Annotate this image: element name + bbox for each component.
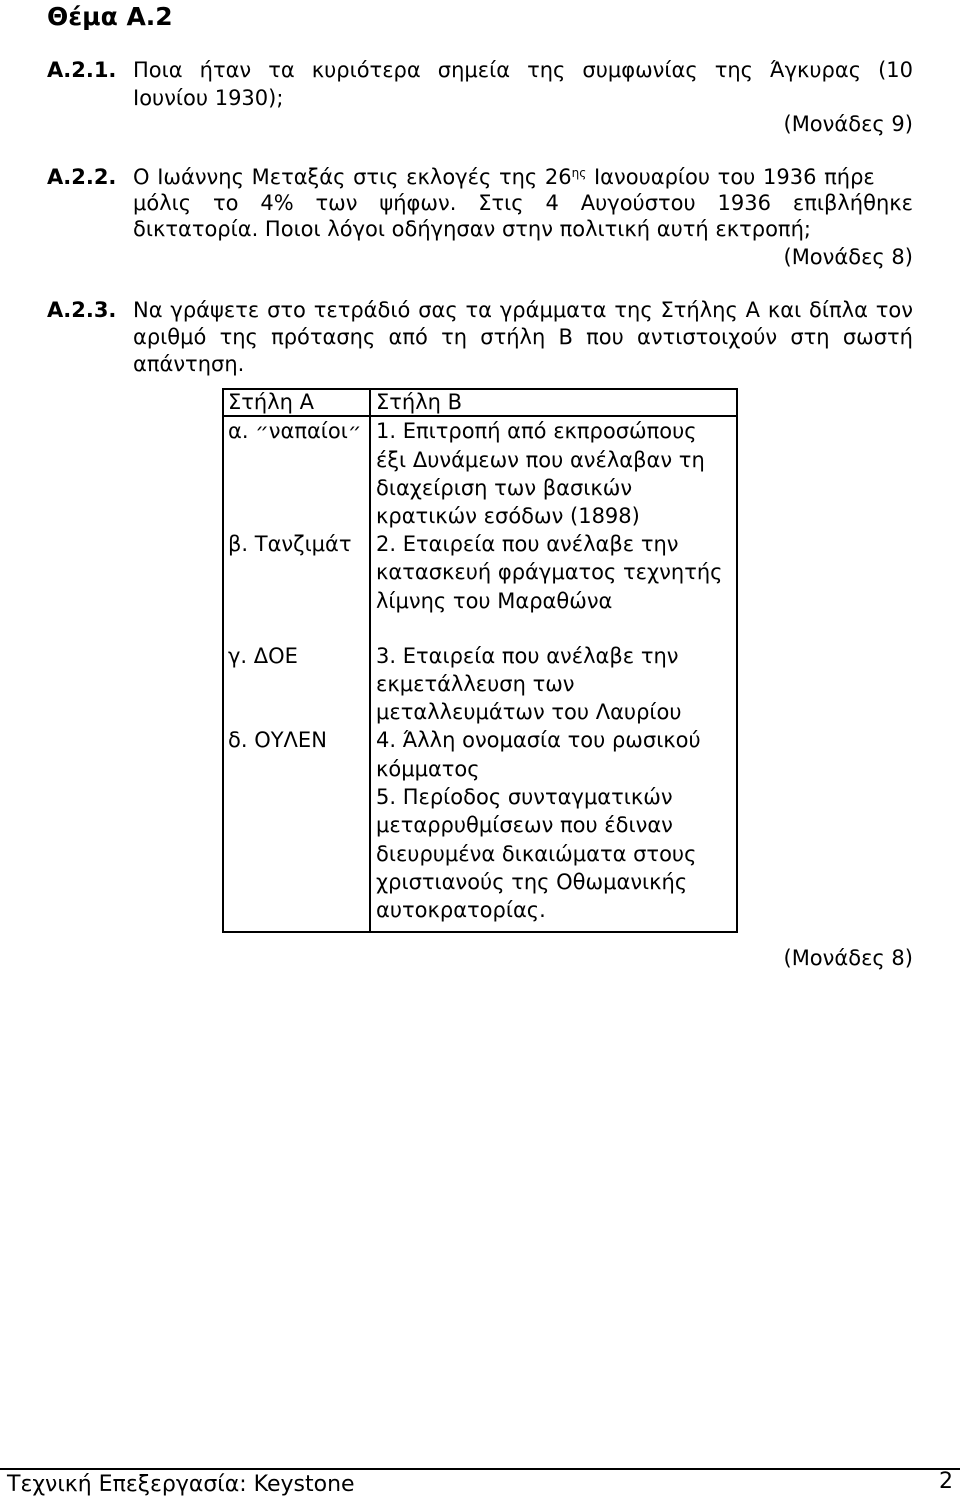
question-2-line-3: δικτατορία. Ποιοι λόγοι οδήγησαν στην πολιτική αυτή εκτροπή;: [133, 217, 811, 241]
question-2-line-1: [133, 163, 913, 191]
section-title: Θέμα Α.2: [47, 2, 173, 31]
column-b-item-line: 3. Εταιρεία που ανέλαβε την: [376, 644, 679, 668]
question-1-line-2: Ιουνίου 1930);: [133, 86, 284, 110]
question-1-line-1: Ποια ήταν τα κυριότερα σημεία της συμφωνίας της Άγκυρας (10: [133, 58, 913, 82]
question-1-number: Α.2.1.: [47, 58, 117, 82]
column-b-item-line: 1. Επιτροπή από εκπροσώπους: [376, 419, 697, 443]
column-b-item-line: μεταλλευμάτων του Λαυρίου: [376, 700, 682, 724]
column-b-item-line: 5. Περίοδος συνταγματικών: [376, 785, 673, 809]
page-number: 2: [939, 1469, 953, 1494]
column-b-header: Στήλη Β: [376, 390, 463, 414]
question-3-marks: (Μονάδες 8): [783, 946, 913, 970]
column-a-header: Στήλη Α: [228, 390, 314, 414]
question-2-line-1-text: Ο Ιωάννης Μεταξάς στις εκλογές της 26: [133, 165, 572, 189]
column-a-item: α. ״ναπαίοι״: [228, 419, 362, 443]
question-3-number: Α.2.3.: [47, 298, 117, 322]
column-b-item-line: διευρυμένα δικαιώματα στους: [376, 842, 697, 866]
column-b-item-line: έξι Δυνάμεων που ανέλαβαν τη: [376, 448, 705, 472]
question-3-line-1: Να γράψετε στο τετράδιό σας τα γράμματα της Στήλης Α και δίπλα τον: [133, 298, 913, 322]
question-2-number: Α.2.2.: [47, 165, 117, 189]
question-2-line-1-rest: Ιανουαρίου του 1936 πήρε: [586, 165, 875, 189]
column-b-item-line: λίμνης του Μαραθώνα: [376, 589, 613, 613]
column-b-item-line: 4. Άλλη ονομασία του ρωσικού: [376, 728, 701, 752]
question-3-line-3: απάντηση.: [133, 352, 245, 376]
column-b-item-line: κόμματος: [376, 757, 480, 781]
question-3-line-2: αριθμό της πρότασης από τη στήλη Β που αντιστοιχούν στη σωστή: [133, 325, 913, 349]
column-b-item-line: εκμετάλλευση των: [376, 672, 575, 696]
column-b-item-line: διαχείριση των βασικών: [376, 476, 633, 500]
column-b-item-line: χριστιανούς της Οθωμανικής: [376, 870, 688, 894]
column-b-item-line: μεταρρυθμίσεων που έδιναν: [376, 813, 673, 837]
column-b-item-line: κρατικών εσόδων (1898): [376, 504, 640, 528]
footer-divider: [0, 1468, 960, 1470]
table-column-divider: [369, 388, 371, 933]
ordinal-superscript: ης: [571, 166, 587, 180]
question-2-marks: (Μονάδες 8): [783, 245, 913, 269]
column-b-item-line: 2. Εταιρεία που ανέλαβε την: [376, 532, 679, 556]
question-1-marks: (Μονάδες 9): [783, 112, 913, 136]
column-a-item: β. Τανζιμάτ: [228, 532, 352, 556]
column-a-item: δ. ΟΥΛΕΝ: [228, 728, 327, 752]
column-b-item-line: κατασκευή φράγματος τεχνητής: [376, 560, 723, 584]
footer-text: Τεχνική Επεξεργασία: Keystone: [7, 1472, 355, 1497]
column-a-item: γ. ΔΟΕ: [228, 644, 298, 668]
column-b-item-line: αυτοκρατορίας.: [376, 898, 546, 922]
question-2-line-2: μόλις το 4% των ψήφων. Στις 4 Αυγούστου 1936 επιβλήθηκε: [133, 191, 913, 215]
